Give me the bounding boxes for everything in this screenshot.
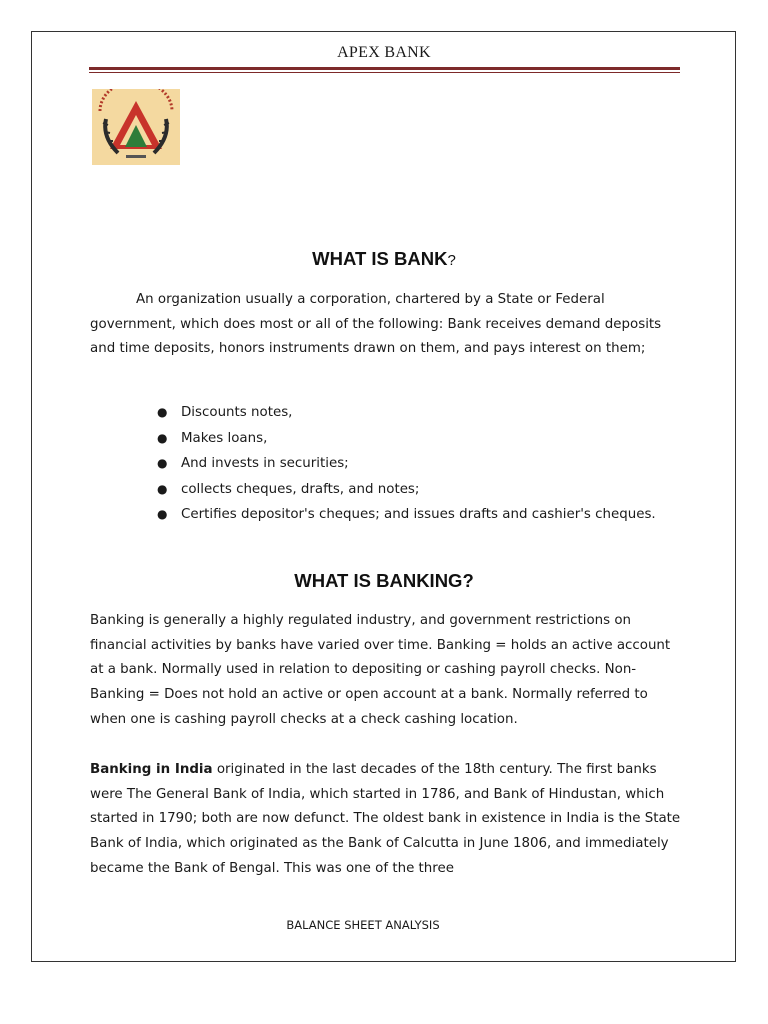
list-item: ● Certifies depositor's cheques; and issues drafts and cashier's cheques. <box>181 502 681 528</box>
header-rule <box>89 67 680 70</box>
heading-text: WHAT IS BANK <box>312 248 448 269</box>
header-title: APEX BANK <box>337 44 431 61</box>
list-item: ● collects cheques, drafts, and notes; <box>181 477 681 503</box>
banking-definition-paragraph: Banking is generally a highly regulated industry, and government restrictions on financial activities by banks have varied over time. Banking = holds an active account at a bank. Normally used in relation to depositing or cashing payroll checks. Non-Banking = Does not hold an active or open account at a bank. Normally referred to when one is cashing payroll checks at a check cashing location. <box>90 613 671 727</box>
heading-suffix: ? <box>447 252 456 269</box>
section-heading-what-is-bank <box>0 248 768 270</box>
section-heading-what-is-banking: WHAT IS BANKING? <box>294 570 474 591</box>
bullet-icon: ● <box>157 405 168 419</box>
list-item: ● Discounts notes, <box>181 400 681 426</box>
list-item: ● And invests in securities; <box>181 451 681 477</box>
header-rule-thin <box>89 72 680 73</box>
bank-functions-list <box>157 400 681 528</box>
banking-in-india-paragraph <box>90 758 682 882</box>
banking-in-india-text: originated in the last decades of the 18th century. The first banks were The General Bank of India, which started in 1786, and Bank of Hindustan, which started in 1790; both are now defunct. The oldest bank in existence in India is the State Bank of India, which originated as the Bank of Calcutta in June 1806, and immediately became the Bank of Bengal. This was one of the three <box>90 762 681 876</box>
bullet-icon: ● <box>157 456 168 470</box>
footer-text: BALANCE SHEET ANALYSIS <box>286 918 440 932</box>
banking-in-india-label: Banking in India <box>90 762 213 777</box>
bank-definition-paragraph <box>90 288 682 362</box>
bullet-icon: ● <box>157 481 168 496</box>
bullet-icon: ● <box>157 430 168 445</box>
list-item: ● Makes loans, <box>181 426 681 452</box>
bullet-icon: ● <box>157 507 168 521</box>
bank-definition-text: An organization usually a corporation, chartered by a State or Federal government, which does most or all of the following: Bank receives demand deposits and time deposits, honors instruments drawn on them, and pays interest on them; <box>90 292 662 357</box>
bank-logo-icon <box>92 89 180 165</box>
